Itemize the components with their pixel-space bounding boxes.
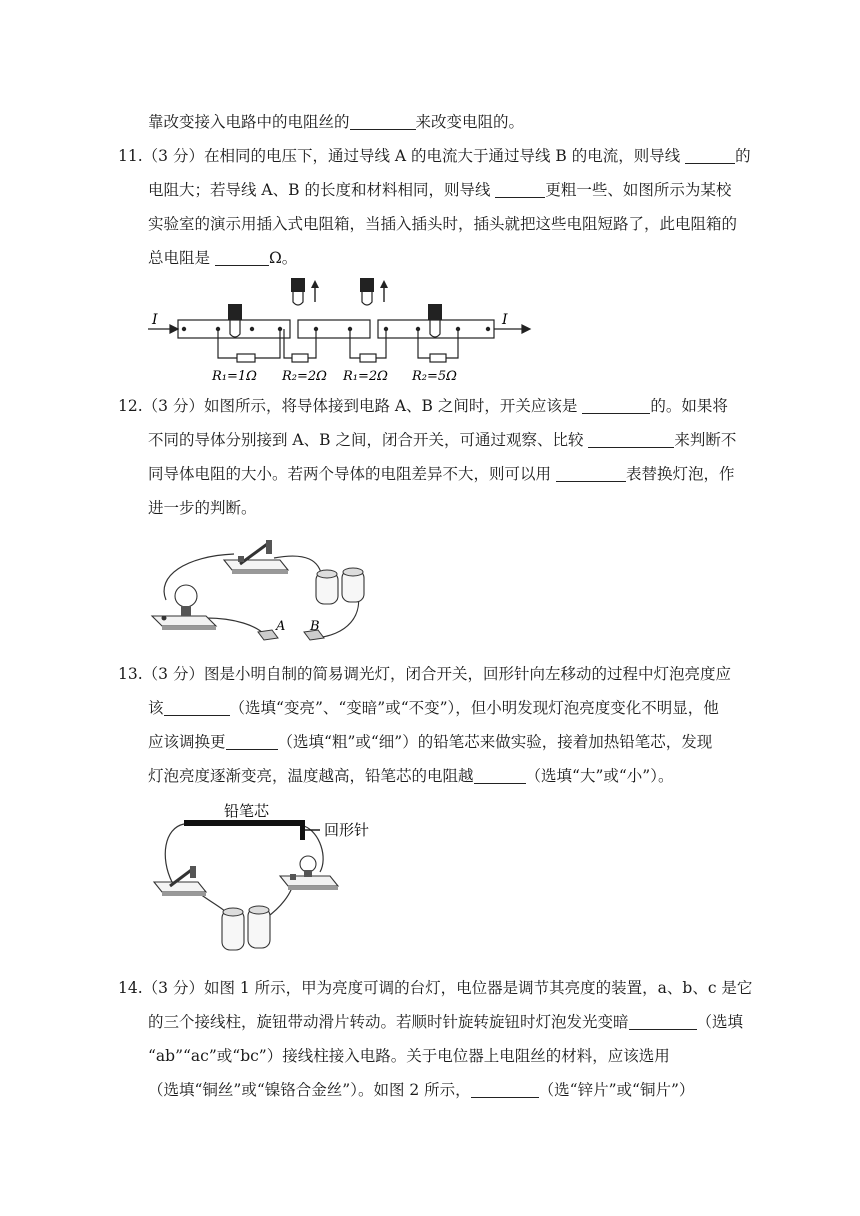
q13-line-2 bbox=[148, 698, 719, 718]
terminal-label-a: A bbox=[276, 619, 286, 634]
battery-icon bbox=[222, 906, 270, 950]
answer-blank[interactable] bbox=[588, 431, 674, 448]
q10-text: 靠改变接入电路中的电阻丝的 bbox=[148, 113, 350, 131]
q13-text: 该 bbox=[148, 699, 164, 717]
q13-text: （选填“大”或“小”）。 bbox=[525, 767, 674, 785]
battery-icon bbox=[316, 568, 364, 604]
light-bulb-icon bbox=[280, 856, 338, 890]
q12-text: 表替换灯泡，作 bbox=[625, 465, 735, 483]
answer-blank[interactable] bbox=[215, 249, 269, 266]
q12-line-1 bbox=[118, 396, 728, 416]
answer-blank[interactable] bbox=[474, 767, 526, 784]
pencil-lead-icon bbox=[184, 820, 302, 826]
answer-blank[interactable] bbox=[495, 181, 545, 198]
q11-text: Ω。 bbox=[268, 249, 298, 267]
q14-line-3: “ab”“ac”或“bc”）接线柱接入电路。关于电位器上电阻丝的材料，应该选用 bbox=[148, 1047, 670, 1065]
q11-text: 的 bbox=[735, 147, 751, 165]
paper-clip-icon bbox=[300, 820, 305, 840]
resistor-label-2: R₂=2Ω bbox=[282, 369, 327, 384]
q12-text: 来判断不 bbox=[674, 431, 737, 449]
q13-text: 应该调换更 bbox=[148, 733, 226, 751]
q12-line-2 bbox=[148, 430, 736, 450]
current-label-right: I bbox=[502, 312, 508, 328]
q14-text: 的三个接线柱，旋钮带动滑片转动。若顺时针旋转旋钮时灯泡发光变暗 bbox=[148, 1013, 629, 1031]
answer-blank[interactable] bbox=[556, 465, 626, 482]
dimmer-lamp-figure bbox=[150, 798, 390, 964]
paper-clip-label: 回形针 bbox=[324, 821, 370, 839]
q11-line-4 bbox=[148, 248, 297, 268]
terminal-label-b: B bbox=[310, 619, 320, 634]
q12-text: 的。如果将 bbox=[650, 397, 728, 415]
pencil-lead-label: 铅笔芯 bbox=[224, 802, 270, 820]
answer-blank[interactable] bbox=[471, 1081, 539, 1098]
conductor-test-circuit-figure bbox=[146, 526, 386, 654]
q13-text: （选填“变亮”、“变暗”或“不变”），但小明发现灯泡亮度变化不明显，他 bbox=[229, 699, 719, 717]
q13-line-3 bbox=[148, 732, 712, 752]
answer-blank[interactable] bbox=[685, 147, 735, 164]
q11-text: 更粗一些、如图所示为某校 bbox=[545, 181, 732, 199]
q11-text: 总电阻是 bbox=[148, 249, 215, 267]
current-label-left: I bbox=[152, 312, 158, 328]
q12-text: 不同的导体分别接到 A、B 之间，闭合开关，可通过观察、比较 bbox=[148, 431, 589, 449]
q12-line-4: 进一步的判断。 bbox=[148, 499, 257, 517]
q11-line-2 bbox=[148, 180, 731, 200]
q10-text: 来改变电阻的。 bbox=[415, 113, 525, 131]
q11-line-1 bbox=[118, 146, 751, 166]
q14-line-2 bbox=[148, 1012, 743, 1032]
light-bulb-icon bbox=[152, 585, 216, 630]
q14-text: （选填“铜丝”或“镍铬合金丝”）。如图 2 所示， bbox=[148, 1081, 471, 1099]
answer-blank[interactable] bbox=[164, 699, 230, 716]
q12-text: 同导体电阻的大小。若两个导体的电阻差异不大，则可以用 bbox=[148, 465, 556, 483]
q13-line-1: 13.（3 分）图是小明自制的简易调光灯，闭合开关，回形针向左移动的过程中灯泡亮度应 bbox=[118, 665, 731, 683]
resistor-label-4: R₂=5Ω bbox=[412, 369, 457, 384]
answer-blank[interactable] bbox=[582, 397, 650, 414]
removed-plug-icon bbox=[291, 278, 388, 305]
q14-text: （选“锌片”或“铜片”） bbox=[538, 1081, 695, 1099]
q13-text: 灯泡亮度逐渐变亮，温度越高，铅笔芯的电阻越 bbox=[148, 767, 474, 785]
q13-text: （选填“粗”或“细”）的铅笔芯来做实验，接着加热铅笔芯，发现 bbox=[277, 733, 713, 751]
q12-text: 12.（3 分）如图所示，将导体接到电路 A、B 之间时，开关应该是 bbox=[118, 397, 583, 415]
resistor-label-3: R₁=2Ω bbox=[343, 369, 388, 384]
q13-line-4 bbox=[148, 766, 673, 786]
q11-text: 电阻大；若导线 A、B 的长度和材料相同，则导线 bbox=[148, 181, 496, 199]
q12-line-3 bbox=[148, 464, 734, 484]
q14-line-1: 14.（3 分）如图 1 所示，甲为亮度可调的台灯，电位器是调节其亮度的装置，a、b、c 是它 bbox=[118, 979, 753, 997]
resistance-box-figure bbox=[140, 274, 540, 386]
answer-blank[interactable] bbox=[350, 113, 416, 130]
switch-icon bbox=[154, 866, 206, 896]
q14-text: （选填 bbox=[696, 1013, 744, 1031]
answer-blank[interactable] bbox=[226, 733, 278, 750]
q11-text: 11.（3 分）在相同的电压下，通过导线 A 的电流大于通过导线 B 的电流，则导线 bbox=[118, 147, 686, 165]
q14-line-4 bbox=[148, 1080, 694, 1100]
q10-line bbox=[148, 112, 524, 132]
q11-line-3: 实验室的演示用插入式电阻箱，当插入插头时，插头就把这些电阻短路了，此电阻箱的 bbox=[148, 215, 738, 233]
resistor-label-1: R₁=1Ω bbox=[212, 369, 257, 384]
answer-blank[interactable] bbox=[629, 1013, 697, 1030]
